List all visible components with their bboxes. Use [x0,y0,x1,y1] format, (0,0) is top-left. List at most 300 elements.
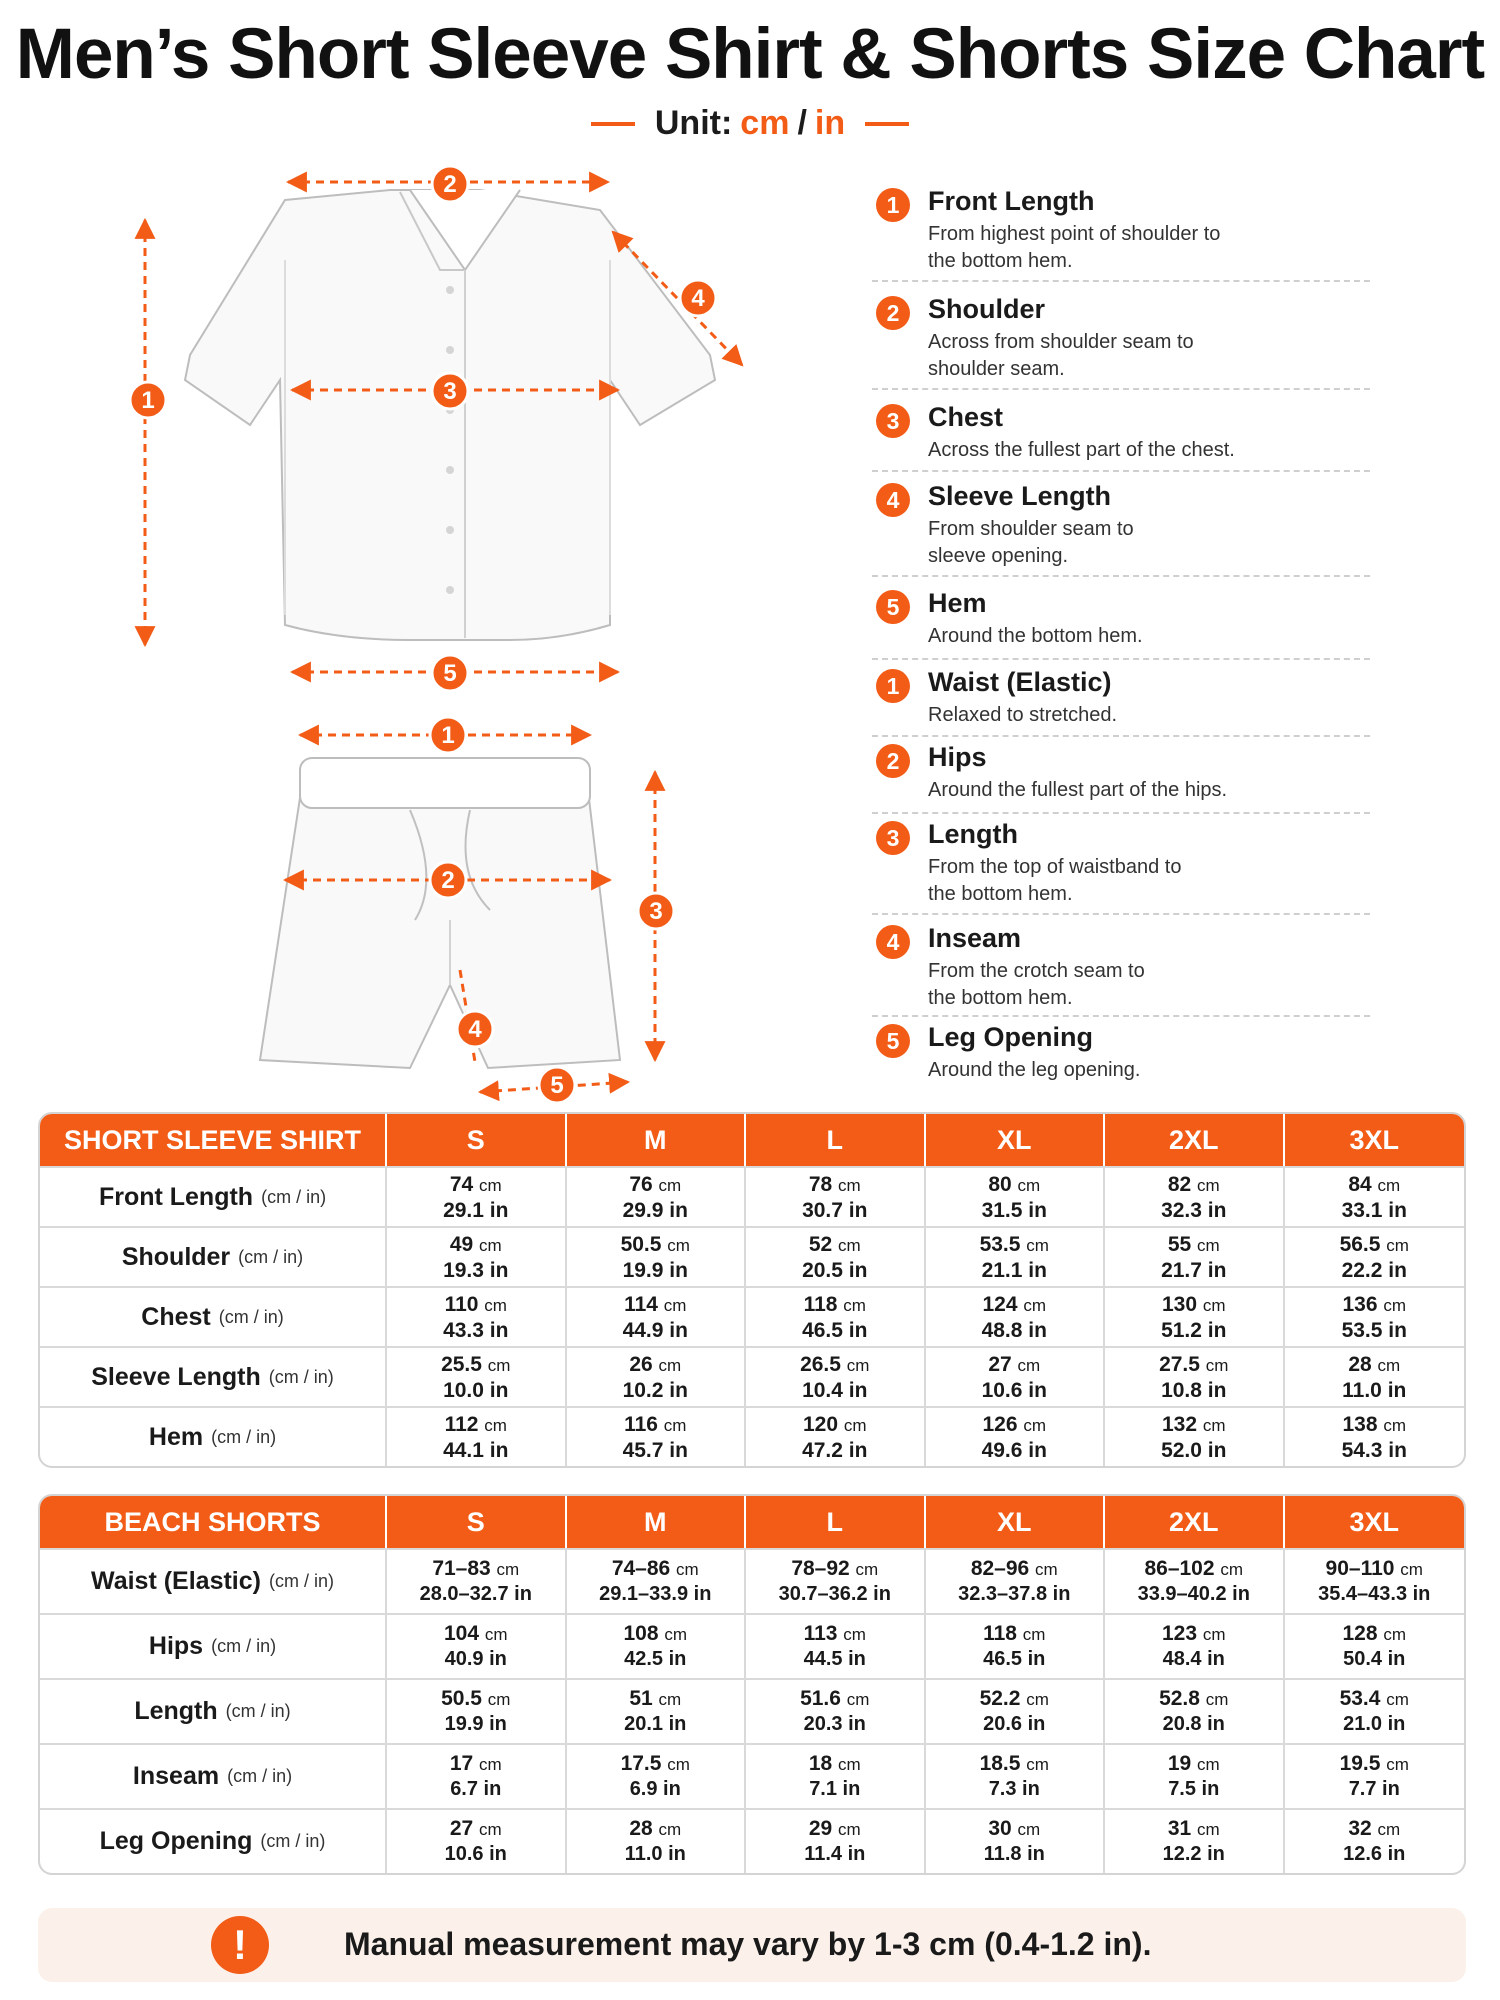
cm-value: 18 cm [808,1752,861,1775]
size-value-cell [387,1288,567,1346]
table-row [40,1613,1464,1678]
in-value: 44.1 in [443,1438,509,1462]
in-value: 10.4 in [802,1378,868,1402]
cm-value: 112 cm [444,1412,507,1436]
shorts-marker-3: 3 [649,898,663,925]
table-row [40,1166,1464,1226]
size-header: XL [926,1114,1106,1166]
table-header [40,1496,1464,1548]
shirt-drawing [185,190,715,640]
size-header: M [567,1496,747,1548]
row-label-cell [40,1408,387,1466]
unit-cm: cm [740,104,790,142]
size-value-cell [387,1810,567,1873]
cm-value: 120 cm [802,1412,867,1436]
size-value-cell [746,1408,926,1466]
legend-title: Sleeve Length [928,481,1112,511]
size-value-cell [1285,1168,1464,1226]
page-title: Men’s Short Sleeve Shirt & Shorts Size Chart [15,15,1485,94]
cm-value: 104 cm [443,1622,508,1645]
size-value-cell [387,1408,567,1466]
cm-value: 51 cm [629,1687,682,1710]
legend-title: Hem [928,588,987,618]
cm-value: 50.5 cm [441,1687,511,1710]
shorts-marker-4: 4 [468,1016,482,1043]
cm-value: 18.5 cm [979,1752,1049,1775]
unit-slash: / [797,104,807,142]
row-label: Leg Opening [99,1827,253,1855]
size-value-cell [1105,1348,1285,1406]
size-value-cell [387,1680,567,1743]
size-value-cell [926,1810,1106,1873]
cm-value: 29 cm [808,1817,861,1840]
cm-value: 31 cm [1167,1817,1220,1840]
in-value: 46.5 in [983,1648,1046,1670]
in-value: 29.9 in [622,1198,688,1222]
size-value-cell [1105,1288,1285,1346]
size-value-cell [1285,1288,1464,1346]
cm-value: 78–92 cm [791,1557,879,1580]
row-label: Length [134,1697,218,1725]
legend-desc: Relaxed to stretched. [928,704,1117,726]
in-value: 21.1 in [981,1258,1047,1282]
in-value: 47.2 in [802,1438,868,1462]
cm-value: 82 cm [1167,1172,1220,1196]
cm-value: 118 cm [983,1622,1046,1645]
size-header: 2XL [1105,1114,1285,1166]
size-value-cell [926,1228,1106,1286]
size-value-cell [567,1288,747,1346]
legend-title: Front Length [928,186,1095,216]
unit-dash-left [591,122,635,126]
in-value: 53.5 in [1341,1318,1407,1342]
in-value: 19.3 in [443,1258,509,1282]
legend-number: 4 [876,925,910,959]
in-value: 6.7 in [450,1778,502,1800]
in-value: 30.7–36.2 in [778,1583,891,1605]
size-value-cell [387,1228,567,1286]
cm-value: 76 cm [629,1172,682,1196]
in-value: 45.7 in [622,1438,688,1462]
row-label-cell [40,1680,387,1743]
in-value: 33.1 in [1341,1198,1407,1222]
in-value: 20.3 in [803,1713,866,1735]
size-value-cell [567,1745,747,1808]
size-value-cell [926,1288,1106,1346]
row-label: Waist (Elastic) [91,1567,261,1595]
in-value: 29.1–33.9 in [599,1583,712,1605]
in-value: 52.0 in [1161,1438,1227,1462]
size-header: S [387,1114,567,1166]
size-header: L [746,1114,926,1166]
measurement-note [38,1908,1466,1982]
legend-desc: Across from shoulder seam to shoulder seam. [928,331,1194,380]
legend-title: Hips [928,742,987,772]
legend-desc: Around the leg opening. [928,1059,1141,1081]
shirt-marker-2: 2 [443,171,457,198]
in-value: 49.6 in [981,1438,1047,1462]
legend-number: 3 [876,404,910,438]
legend-desc: From highest point of shoulder to the bottom hem. [928,223,1221,272]
cm-value: 26.5 cm [800,1352,870,1376]
cm-value: 28 cm [1348,1352,1401,1376]
size-value-cell [746,1348,926,1406]
size-value-cell [1285,1745,1464,1808]
cm-value: 136 cm [1342,1292,1407,1316]
size-value-cell [567,1408,747,1466]
cm-value: 118 cm [803,1292,866,1316]
in-value: 40.9 in [444,1648,507,1670]
in-value: 29.1 in [443,1198,509,1222]
size-value-cell [387,1348,567,1406]
in-value: 20.8 in [1162,1713,1225,1735]
cm-value: 86–102 cm [1144,1557,1244,1580]
shirt-size-table [38,1112,1466,1468]
legend-title: Leg Opening [928,1022,1093,1052]
legend-desc: Across the fullest part of the chest. [928,439,1235,461]
shirt-marker-5: 5 [443,660,457,687]
unit-hint: (cm / in) [218,1306,284,1327]
size-value-cell [567,1168,747,1226]
size-value-cell [1105,1550,1285,1613]
legend-number: 5 [876,1024,910,1058]
cm-value: 25.5 cm [441,1352,511,1376]
legend-title: Inseam [928,923,1022,953]
legend-desc: From shoulder seam to sleeve opening. [928,518,1134,567]
cm-value: 128 cm [1342,1622,1407,1645]
legend-title: Length [928,819,1018,849]
shorts-size-table [38,1494,1466,1875]
size-value-cell [387,1168,567,1226]
cm-value: 52.2 cm [979,1687,1049,1710]
in-value: 42.5 in [624,1648,687,1670]
legend-item-length [872,819,1370,915]
in-value: 10.0 in [443,1378,509,1402]
row-label-cell [40,1348,387,1406]
in-value: 11.0 in [624,1843,686,1865]
in-value: 12.6 in [1343,1843,1406,1865]
row-label-cell [40,1745,387,1808]
row-label-cell [40,1288,387,1346]
in-value: 7.7 in [1348,1778,1400,1800]
size-value-cell [1285,1228,1464,1286]
in-value: 21.7 in [1161,1258,1227,1282]
cm-value: 30 cm [988,1817,1041,1840]
table-title: SHORT SLEEVE SHIRT [40,1114,387,1166]
cm-value: 17.5 cm [620,1752,690,1775]
legend-title: Shoulder [928,294,1046,324]
table-row [40,1226,1464,1286]
in-value: 46.5 in [802,1318,868,1342]
unit-dash-right [865,122,909,126]
size-value-cell [746,1745,926,1808]
cm-value: 80 cm [988,1172,1041,1196]
legend-item-shoulder [872,294,1370,390]
legend-number: 1 [876,669,910,703]
unit-hint: (cm / in) [261,1186,327,1207]
cm-value: 130 cm [1161,1292,1226,1316]
cm-value: 52 cm [808,1232,861,1256]
size-header: 3XL [1349,1506,1400,1537]
in-value: 44.9 in [622,1318,688,1342]
unit-hint: (cm / in) [238,1246,304,1267]
cm-value: 53.4 cm [1339,1687,1409,1710]
legend-number: 1 [876,188,910,222]
size-value-cell [746,1680,926,1743]
table-row [40,1548,1464,1613]
garment-illustration [110,160,750,1120]
cm-value: 78 cm [808,1172,861,1196]
row-label: Shoulder [121,1242,231,1271]
size-value-cell [926,1348,1106,1406]
legend-desc: Around the fullest part of the hips. [928,779,1228,801]
in-value: 7.3 in [988,1778,1040,1800]
shorts-marker-2: 2 [441,867,455,894]
size-value-cell [1285,1348,1464,1406]
cm-value: 55 cm [1167,1232,1220,1256]
row-label: Hem [148,1422,204,1451]
size-value-cell [567,1348,747,1406]
size-header: S [387,1496,567,1548]
cm-value: 49 cm [449,1232,502,1256]
unit-hint: (cm / in) [268,1366,334,1387]
size-header: 3XL [1349,1124,1400,1155]
size-value-cell [746,1228,926,1286]
in-value: 20.1 in [624,1713,687,1735]
cm-value: 90–110 cm [1325,1557,1423,1580]
legend-desc: From the top of waistband to the bottom hem. [928,856,1182,905]
size-value-cell [926,1168,1106,1226]
cm-value: 82–96 cm [970,1557,1058,1580]
in-value: 11.8 in [983,1843,1045,1865]
size-value-cell [926,1408,1106,1466]
in-value: 44.5 in [803,1648,866,1670]
legend-item-inseam [872,923,1370,1017]
warning-icon: ! [211,1916,269,1974]
cm-value: 19.5 cm [1339,1752,1409,1775]
in-value: 48.4 in [1162,1648,1225,1670]
table-row [40,1406,1464,1466]
size-value-cell [746,1810,926,1873]
size-value-cell [746,1168,926,1226]
unit-in: in [814,104,846,142]
size-value-cell [567,1228,747,1286]
size-value-cell [1105,1615,1285,1678]
cm-value: 84 cm [1348,1172,1401,1196]
size-value-cell [926,1745,1106,1808]
note-text: Manual measurement may vary by 1-3 cm (0.4-1.2 in). [344,1926,1152,1962]
size-value-cell [1105,1168,1285,1226]
size-value-cell [1285,1680,1464,1743]
shorts-marker-1: 1 [441,722,455,749]
unit-hint: (cm / in) [227,1766,293,1786]
in-value: 6.9 in [629,1778,681,1800]
cm-value: 27 cm [449,1817,502,1840]
row-label-cell [40,1168,387,1226]
in-value: 7.5 in [1168,1778,1220,1800]
in-value: 35.4–43.3 in [1318,1583,1431,1605]
legend-item-chest [872,402,1370,472]
cm-value: 19 cm [1167,1752,1220,1775]
unit-hint: (cm / in) [225,1701,291,1721]
size-value-cell [926,1550,1106,1613]
size-value-cell [746,1288,926,1346]
size-header: XL [926,1496,1106,1548]
size-value-cell [1285,1615,1464,1678]
unit-label: Unit: [654,104,733,142]
size-header: 2XL [1105,1496,1285,1548]
cm-value: 26 cm [629,1352,682,1376]
shirt-marker-4: 4 [691,285,705,312]
cm-value: 28 cm [629,1817,682,1840]
cm-value: 116 cm [624,1412,687,1436]
row-label: Front Length [98,1182,254,1211]
cm-value: 108 cm [623,1622,688,1645]
table-body [40,1548,1464,1873]
table-row [40,1678,1464,1743]
legend-title: Chest [928,402,1004,432]
legend-number: 4 [876,483,910,517]
in-value: 19.9 in [622,1258,688,1282]
cm-value: 27.5 cm [1159,1352,1229,1376]
legend-item-leg-opening [872,1022,1370,1092]
unit-hint: (cm / in) [211,1426,277,1447]
unit-selector [0,104,1500,143]
in-value: 21.0 in [1343,1713,1406,1735]
unit-hint: (cm / in) [260,1831,326,1851]
size-value-cell [1105,1408,1285,1466]
in-value: 50.4 in [1343,1648,1406,1670]
unit-hint: (cm / in) [268,1571,334,1591]
table-row [40,1743,1464,1808]
legend-item-hips [872,742,1370,814]
in-value: 54.3 in [1341,1438,1407,1462]
unit-hint: (cm / in) [211,1636,277,1656]
size-value-cell [746,1550,926,1613]
table-row [40,1286,1464,1346]
in-value: 51.2 in [1161,1318,1227,1342]
legend-item-waist [872,667,1370,737]
cm-value: 74–86 cm [611,1557,699,1580]
legend-number: 2 [876,744,910,778]
in-value: 32.3 in [1161,1198,1227,1222]
legend-number: 3 [876,821,910,855]
legend-desc: From the crotch seam to the bottom hem. [928,960,1145,1009]
size-value-cell [567,1680,747,1743]
row-label: Hips [148,1632,204,1660]
shirt-marker-1: 1 [141,387,155,414]
cm-value: 51.6 cm [800,1687,870,1710]
shorts-marker-5: 5 [550,1072,564,1099]
cm-value: 71–83 cm [432,1557,520,1580]
size-header: M [567,1114,747,1166]
cm-value: 114 cm [624,1292,687,1316]
legend-item-hem [872,588,1370,660]
in-value: 28.0–32.7 in [419,1583,532,1605]
size-value-cell [1105,1810,1285,1873]
legend-item-sleeve-length [872,481,1370,577]
in-value: 10.8 in [1161,1378,1227,1402]
size-value-cell [567,1615,747,1678]
size-value-cell [387,1745,567,1808]
table-row [40,1346,1464,1406]
cm-value: 56.5 cm [1339,1232,1409,1256]
size-header: L [746,1496,926,1548]
in-value: 10.6 in [981,1378,1047,1402]
in-value: 19.9 in [444,1713,507,1735]
size-value-cell [926,1615,1106,1678]
in-value: 31.5 in [981,1198,1047,1222]
row-label-cell [40,1550,387,1613]
table-body [40,1166,1464,1466]
legend-number: 5 [876,590,910,624]
cm-value: 126 cm [982,1412,1047,1436]
cm-value: 138 cm [1342,1412,1407,1436]
table-header [40,1114,1464,1166]
cm-value: 132 cm [1161,1412,1226,1436]
shorts-drawing [260,758,620,1068]
cm-value: 32 cm [1348,1817,1401,1840]
in-value: 11.0 in [1342,1378,1407,1402]
in-value: 48.8 in [981,1318,1047,1342]
cm-value: 123 cm [1161,1622,1226,1645]
size-value-cell [387,1550,567,1613]
in-value: 32.3–37.8 in [958,1583,1071,1605]
cm-value: 113 cm [803,1622,866,1645]
size-value-cell [926,1680,1106,1743]
cm-value: 27 cm [988,1352,1041,1376]
size-value-cell [1285,1408,1464,1466]
row-label-cell [40,1228,387,1286]
in-value: 12.2 in [1162,1843,1225,1865]
in-value: 11.4 in [804,1843,866,1865]
cm-value: 50.5 cm [620,1232,690,1256]
in-value: 43.3 in [443,1318,509,1342]
cm-value: 53.5 cm [979,1232,1049,1256]
row-label: Inseam [132,1762,220,1790]
cm-value: 110 cm [444,1292,507,1316]
row-label-cell [40,1810,387,1873]
size-value-cell [567,1550,747,1613]
cm-value: 124 cm [982,1292,1047,1316]
in-value: 33.9–40.2 in [1137,1583,1250,1605]
in-value: 10.2 in [622,1378,688,1402]
in-value: 20.5 in [802,1258,868,1282]
legend-item-front-length [872,186,1370,282]
shirt-marker-3: 3 [443,378,457,405]
legend-number: 2 [876,296,910,330]
row-label: Chest [141,1302,211,1331]
row-label-cell [40,1615,387,1678]
legend-title: Waist (Elastic) [928,667,1112,697]
size-value-cell [1105,1680,1285,1743]
in-value: 22.2 in [1341,1258,1407,1282]
in-value: 30.7 in [802,1198,868,1222]
cm-value: 52.8 cm [1159,1687,1229,1710]
row-label: Sleeve Length [91,1362,261,1391]
size-value-cell [1285,1810,1464,1873]
in-value: 20.6 in [983,1713,1046,1735]
size-value-cell [567,1810,747,1873]
size-value-cell [1105,1228,1285,1286]
cm-value: 17 cm [449,1752,502,1775]
in-value: 10.6 in [444,1843,507,1865]
size-value-cell [746,1615,926,1678]
garment-svg [110,160,750,1120]
in-value: 7.1 in [809,1778,861,1800]
legend-desc: Around the bottom hem. [928,625,1143,647]
cm-value: 74 cm [449,1172,502,1196]
